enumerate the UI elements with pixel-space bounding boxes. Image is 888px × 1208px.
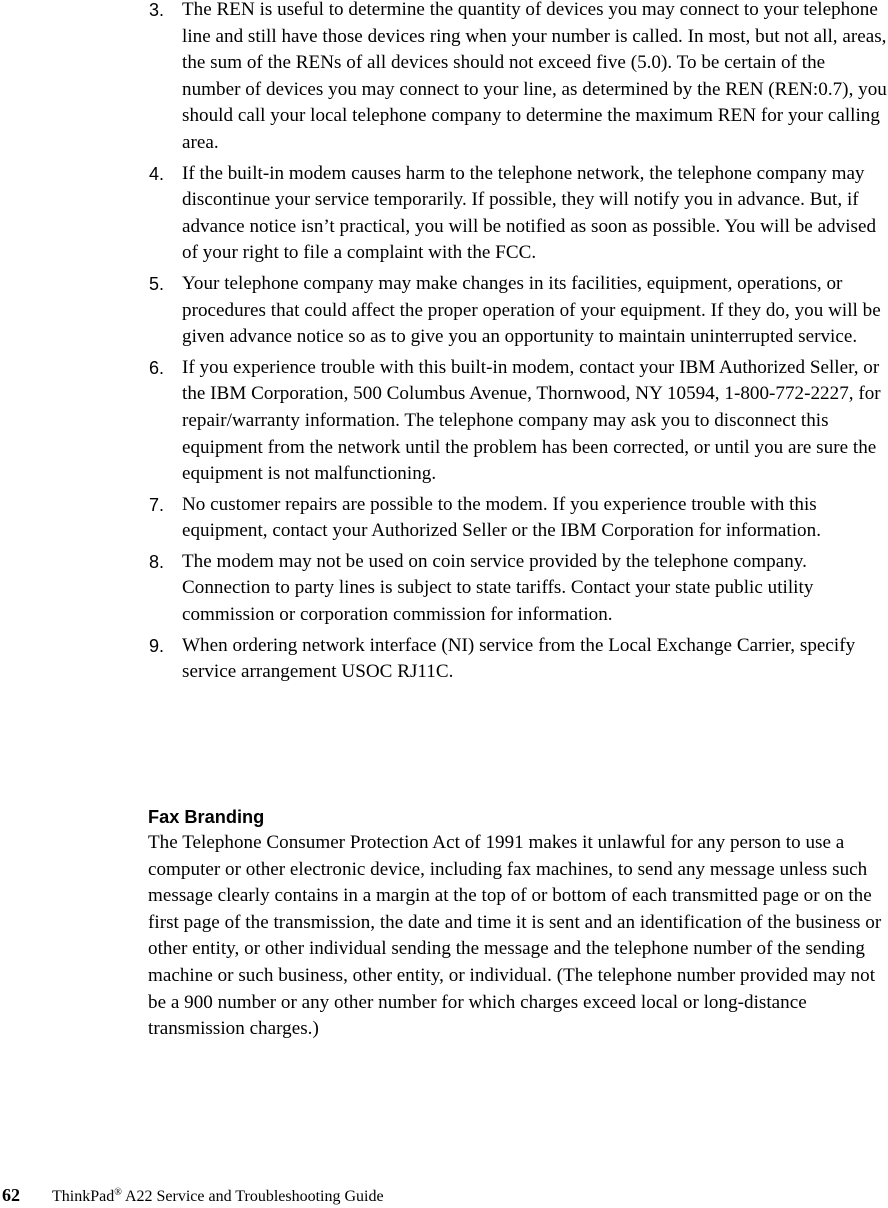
list-item-text: Your telephone company may make changes in its facilities, equipment, operations, or procedures that could affect the proper operation of your equipment. If they do, you will be given advance notice so as to give you an opportunity to maintain uninterrupted service. — [182, 272, 881, 348]
list-item — [148, 633, 888, 686]
list-item-number: 7. — [149, 494, 165, 515]
page-number: 62 — [2, 1185, 20, 1205]
fax-branding-section — [148, 806, 888, 1043]
list-item-number: 6. — [149, 357, 165, 378]
page-footer — [2, 1182, 384, 1208]
list-item-text: If you experience trouble with this built-in modem, contact your IBM Authorized Seller, or the IBM Corporation, 500 Columbus Avenue, Thornwood, NY 10594, 1-800-772-2227, for repair/warranty information. The telephone company may ask you to disconnect this equipment from the network until the problem has been corrected, or until you are sure the equipment is not malfunctioning. — [182, 356, 881, 485]
list-item-number: 9. — [149, 635, 165, 656]
list-item-text: When ordering network interface (NI) service from the Local Exchange Carrier, specify service arrangement USOC RJ11C. — [182, 634, 856, 683]
list-item — [148, 161, 888, 267]
numbered-list — [148, 0, 888, 690]
list-item-text: No customer repairs are possible to the modem. If you experience trouble with this equipment, contact your Authorized Seller or the IBM Corporation for information. — [182, 493, 821, 542]
list-item-text: The REN is useful to determine the quantity of devices you may connect to your telephone line and still have those devices ring when your number is called. In most, but not all, areas, the sum of the RENs of all devices should not exceed five (5.0). To be certain of the number of devices you may connect to your line, as determined by the REN (REN:0.7), you should call your local telephone company to determine the maximum REN for your calling area. — [182, 0, 887, 153]
section-paragraph: The Telephone Consumer Protection Act of 1991 makes it unlawful for any person to use a computer or other electronic device, including fax machines, to send any message unless such message clearly contains in a margin at the top of or bottom of each transmitted page or on the first page of the transmission, the date and time it is sent and an identification of the business or other entity, or other individual sending the message and the telephone number of the sending machine or such business, other entity, or individual. (The telephone number provided may not be a 900 number or any other number for which charges exceed local or long-distance transmission charges.) — [148, 832, 882, 1040]
list-item — [148, 549, 888, 629]
list-item-text: The modem may not be used on coin service provided by the telephone company. Connection to party lines is subject to state tariffs. Contact your state public utility commission or corporation commission for information. — [182, 550, 814, 626]
list-item-number: 5. — [149, 273, 165, 294]
list-item — [148, 0, 888, 157]
footer-title: A22 Service and Troubleshooting Guide — [121, 1188, 384, 1205]
registered-mark: ® — [114, 1187, 122, 1198]
list-item — [148, 271, 888, 351]
section-heading: Fax Branding — [148, 807, 265, 827]
list-item-number: 8. — [149, 551, 165, 572]
list-item-text: If the built-in modem causes harm to the telephone network, the telephone company may discontinue your service temporarily. If possible, they will notify you in advance. But, if advance notice isn’t practical, you will be notified as soon as possible. You will be advised of your right to file a complaint with the FCC. — [182, 162, 877, 264]
list-item-number: 4. — [149, 163, 165, 184]
list-item-number: 3. — [149, 0, 165, 20]
footer-brand: ThinkPad — [52, 1188, 115, 1205]
list-item — [148, 492, 888, 545]
list-item — [148, 355, 888, 488]
